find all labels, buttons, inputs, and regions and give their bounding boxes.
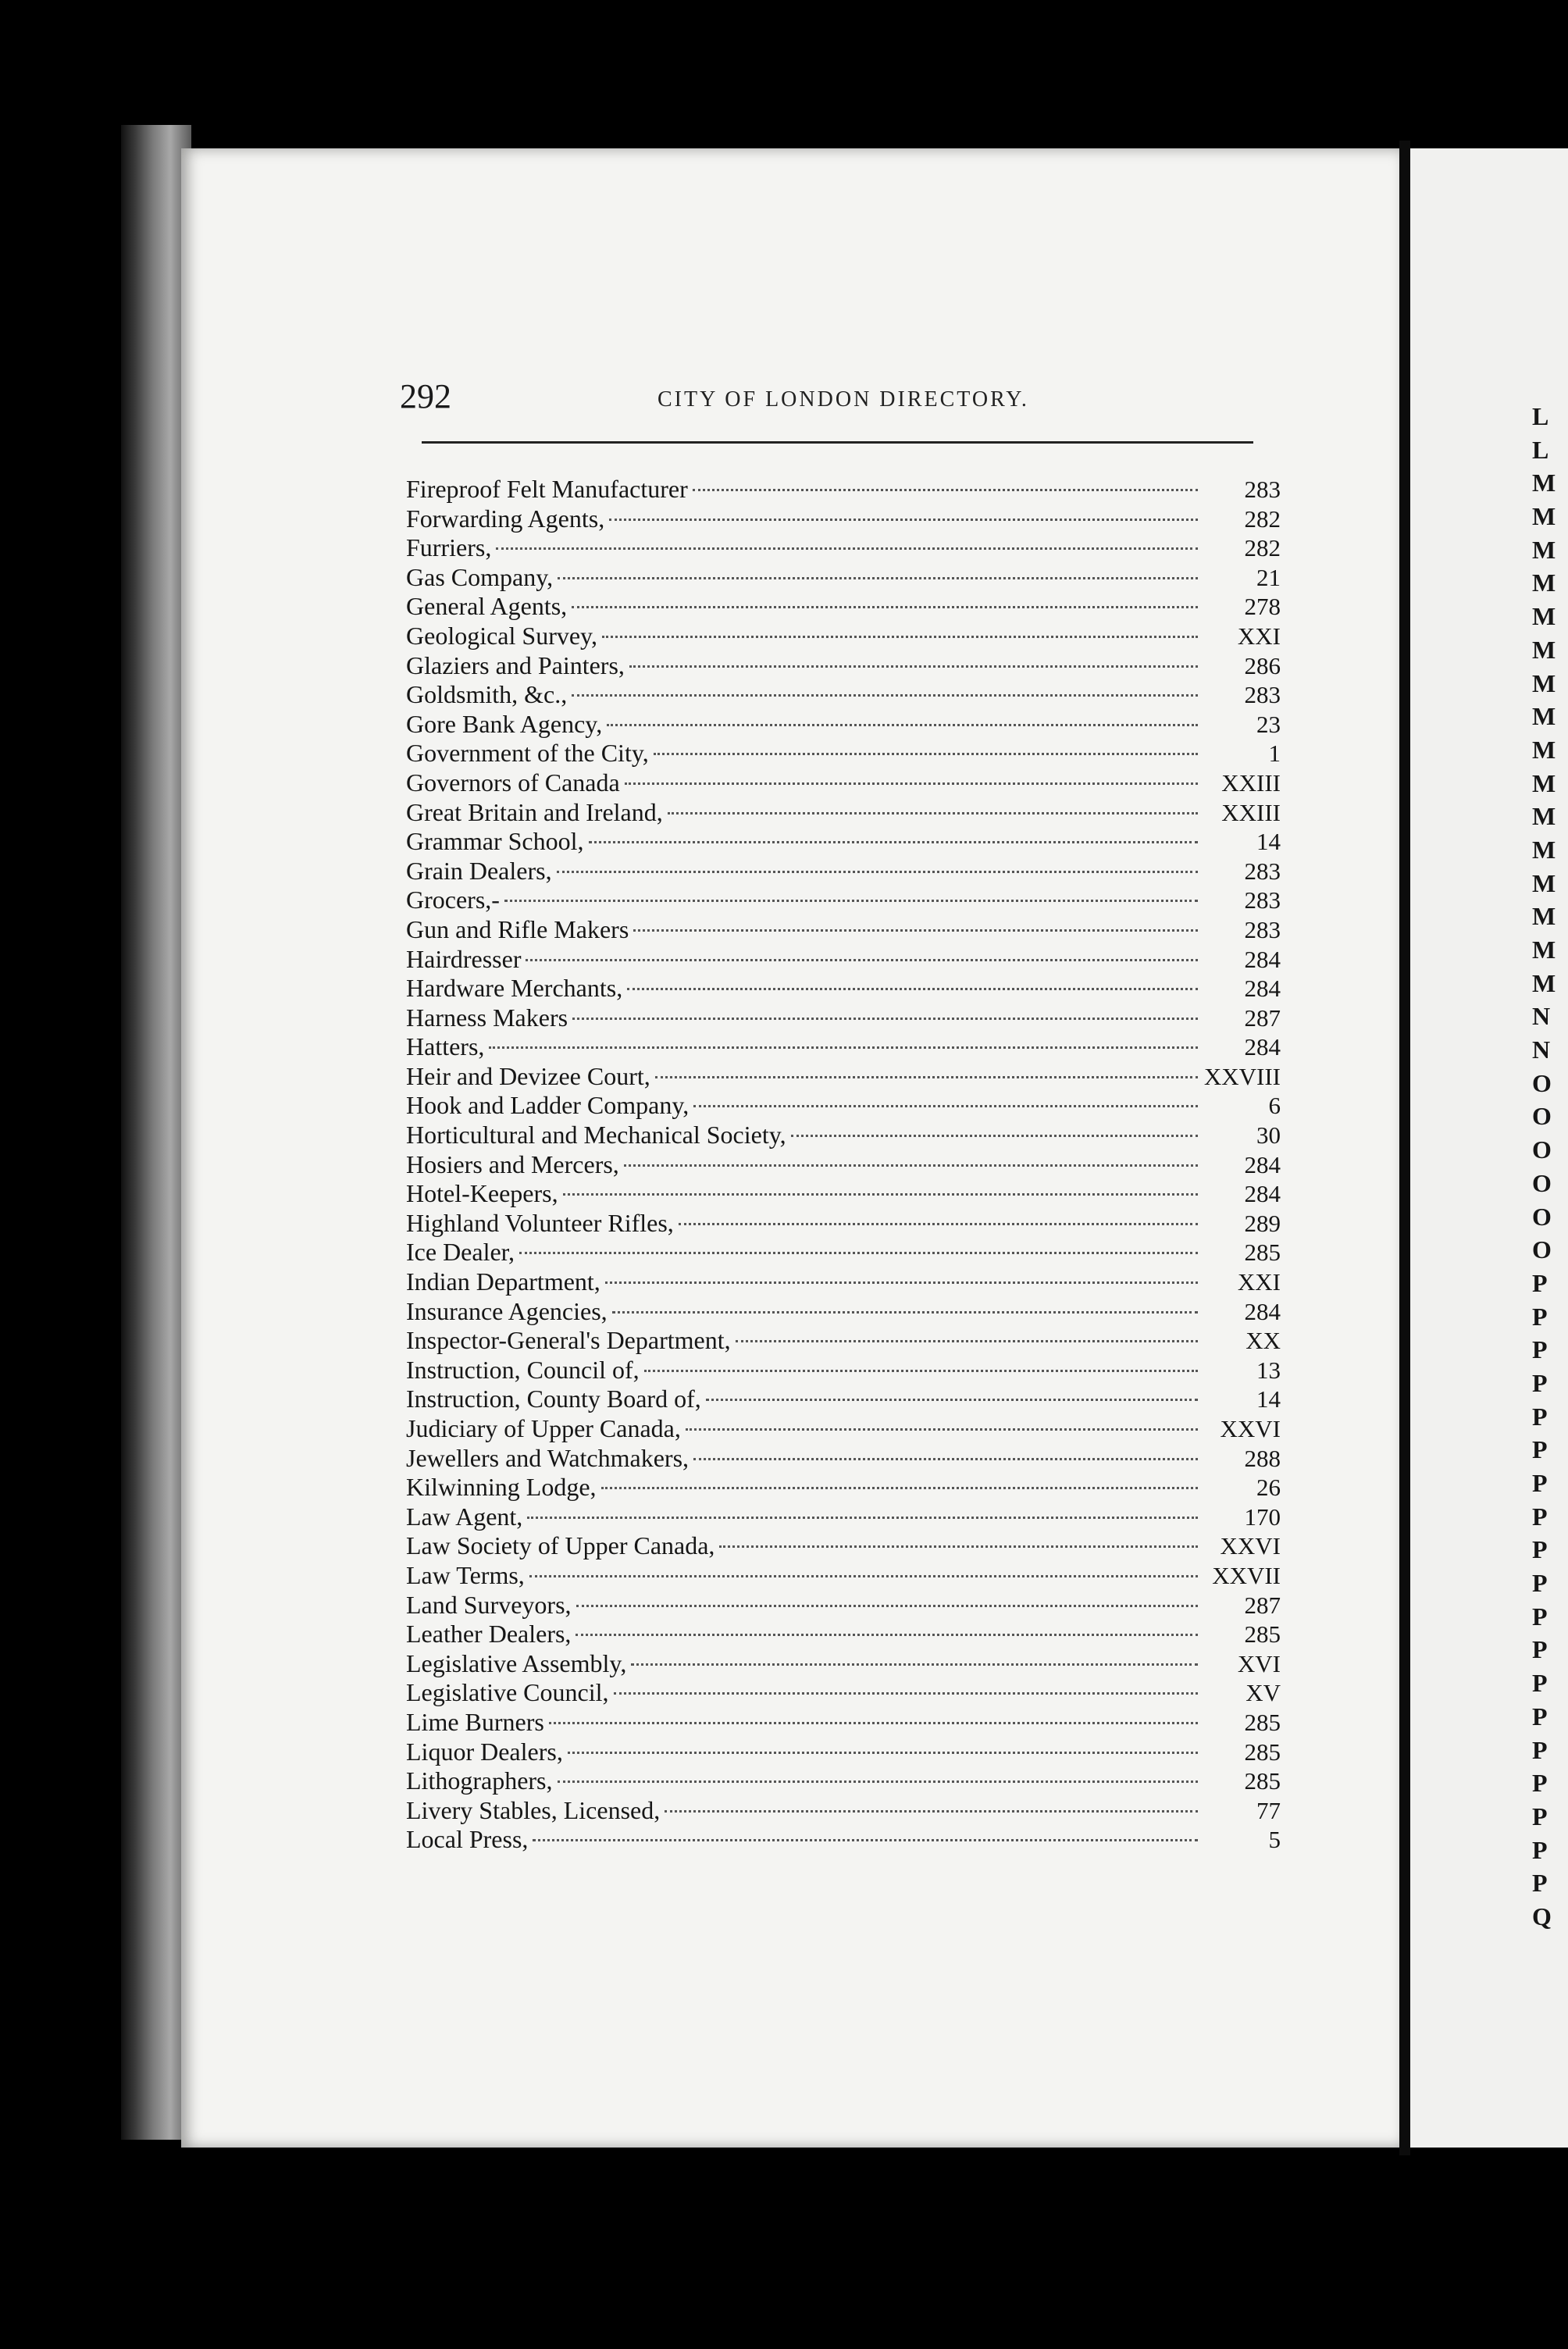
- index-entry: [406, 1267, 1281, 1297]
- entry-label: Local Press,: [406, 1825, 529, 1854]
- dot-leader: [572, 694, 1198, 697]
- facing-page-fragment: M: [1532, 835, 1556, 864]
- index-entry: [406, 1062, 1281, 1092]
- entry-page-number: XXVI: [1220, 1415, 1281, 1442]
- entry-page-number: 287: [1244, 1003, 1281, 1032]
- index-entry: [406, 680, 1281, 710]
- entry-page-number: 5: [1268, 1826, 1281, 1854]
- dot-leader: [607, 724, 1198, 726]
- index-entry: [406, 768, 1281, 798]
- entry-label: Hook and Ladder Company,: [406, 1091, 690, 1120]
- entry-page-number: XXIII: [1221, 798, 1281, 826]
- entry-label: Geological Survey,: [406, 621, 597, 650]
- entry-page-number: XXI: [1237, 622, 1281, 650]
- dot-leader: [526, 959, 1198, 961]
- entry-label: Lithographers,: [406, 1766, 553, 1795]
- facing-page-fragment: P: [1532, 1502, 1548, 1531]
- entry-label: Law Agent,: [406, 1502, 523, 1531]
- entry-label: Legislative Assembly,: [406, 1649, 627, 1677]
- dot-leader: [614, 1692, 1199, 1695]
- entry-page-number: 283: [1244, 476, 1281, 503]
- dot-leader: [602, 636, 1198, 638]
- index-entry: [406, 710, 1281, 740]
- entry-page-number: XVI: [1237, 1649, 1281, 1677]
- entry-label: Hotel-Keepers,: [406, 1179, 558, 1208]
- index-entry: [406, 974, 1281, 1003]
- facing-page-fragment: Q: [1532, 1902, 1552, 1930]
- facing-page-fragment: P: [1532, 1835, 1548, 1864]
- index-entry: [406, 1091, 1281, 1121]
- index-entry: [406, 1796, 1281, 1826]
- dot-leader: [627, 988, 1198, 990]
- dot-leader: [527, 1517, 1198, 1519]
- entry-label: Law Society of Upper Canada,: [406, 1531, 715, 1560]
- facing-page-fragment: O: [1532, 1168, 1552, 1197]
- facing-page-fragment: M: [1532, 968, 1556, 997]
- facing-page-fragment: P: [1532, 1869, 1548, 1898]
- dot-leader: [563, 1193, 1198, 1196]
- entry-label: Forwarding Agents,: [406, 504, 605, 533]
- entry-label: Great Britain and Ireland,: [406, 797, 663, 826]
- dot-leader: [736, 1340, 1198, 1342]
- entry-label: Grammar School,: [406, 827, 584, 856]
- index-entry: [406, 1003, 1281, 1033]
- entry-label: Goldsmith, &c.,: [406, 680, 568, 709]
- entry-label: Gun and Rifle Makers: [406, 914, 629, 943]
- entry-label: Land Surveyors,: [406, 1590, 572, 1619]
- dot-leader: [612, 1311, 1198, 1314]
- index-entry: [406, 563, 1281, 593]
- index-entry: [406, 798, 1281, 828]
- facing-page-fragment: P: [1532, 1268, 1548, 1297]
- dot-leader: [557, 871, 1198, 873]
- entry-label: Jewellers and Watchmakers,: [406, 1443, 690, 1472]
- entry-page-number: 283: [1244, 886, 1281, 914]
- entry-page-number: 285: [1244, 1767, 1281, 1795]
- facing-page-fragment: P: [1532, 1435, 1548, 1464]
- facing-page-fragment: M: [1532, 635, 1556, 664]
- index-entry: [406, 1032, 1281, 1062]
- dot-leader: [519, 1252, 1198, 1254]
- dot-leader: [679, 1223, 1198, 1225]
- dot-leader: [558, 1780, 1199, 1783]
- index-entry: [406, 651, 1281, 681]
- index-entry: [406, 1385, 1281, 1414]
- index-entry: [406, 1738, 1281, 1767]
- index-entry: [406, 1708, 1281, 1738]
- entry-label: Gore Bank Agency,: [406, 709, 603, 738]
- index-entry: [406, 827, 1281, 857]
- facing-page-fragment: P: [1532, 1402, 1548, 1431]
- index-entry: [406, 1179, 1281, 1209]
- dot-leader: [576, 1605, 1198, 1607]
- dot-leader: [633, 929, 1198, 932]
- index-entry: [406, 622, 1281, 651]
- dot-leader: [655, 1076, 1198, 1078]
- dot-leader: [629, 665, 1198, 668]
- entry-label: Glaziers and Painters,: [406, 651, 625, 679]
- entry-label: Horticultural and Mechanical Society,: [406, 1121, 786, 1150]
- facing-page-fragment: P: [1532, 1702, 1548, 1731]
- dot-leader: [625, 782, 1198, 785]
- entry-page-number: 282: [1244, 504, 1281, 533]
- facing-page-fragment: P: [1532, 1769, 1548, 1798]
- entry-label: Governors of Canada: [406, 768, 620, 797]
- index-entry: [406, 1649, 1281, 1679]
- index-entry: [406, 857, 1281, 886]
- header-rule: [422, 441, 1253, 444]
- entry-page-number: 285: [1244, 1620, 1281, 1649]
- index-entry: [406, 915, 1281, 945]
- index-entry: [406, 1620, 1281, 1649]
- entry-page-number: XXVII: [1212, 1561, 1281, 1589]
- entry-label: Lime Burners: [406, 1707, 544, 1736]
- entry-page-number: 26: [1256, 1474, 1281, 1502]
- index-entry: [406, 592, 1281, 622]
- dot-leader: [693, 489, 1198, 491]
- entry-page-number: XV: [1245, 1679, 1281, 1707]
- index-entry: [406, 1326, 1281, 1356]
- index-entry: [406, 475, 1281, 504]
- facing-page-fragment: P: [1532, 1802, 1548, 1830]
- entry-page-number: 284: [1244, 945, 1281, 973]
- entry-page-number: 285: [1244, 1738, 1281, 1766]
- facing-page-fragment: P: [1532, 1735, 1548, 1764]
- entry-label: General Agents,: [406, 592, 568, 621]
- index-entry: [406, 1414, 1281, 1444]
- facing-page-fragment: M: [1532, 902, 1556, 931]
- entry-label: Liquor Dealers,: [406, 1737, 563, 1766]
- facing-page-fragment: P: [1532, 1335, 1548, 1364]
- entry-page-number: 283: [1244, 857, 1281, 885]
- facing-page-fragment: M: [1532, 569, 1556, 597]
- entry-page-number: 284: [1244, 1180, 1281, 1208]
- index-entry: [406, 1297, 1281, 1327]
- facing-page-fragment: P: [1532, 1535, 1548, 1564]
- facing-page-fragment: M: [1532, 535, 1556, 564]
- entry-page-number: 14: [1256, 828, 1281, 856]
- dot-leader: [589, 841, 1199, 843]
- dot-leader: [668, 812, 1198, 814]
- entry-label: Inspector-General's Department,: [406, 1326, 731, 1355]
- facing-page-fragment: M: [1532, 502, 1556, 531]
- entry-label: Judiciary of Upper Canada,: [406, 1414, 681, 1442]
- dot-leader: [504, 900, 1198, 902]
- entry-label: Hardware Merchants,: [406, 974, 623, 1003]
- index-entry: [406, 1591, 1281, 1620]
- index-entry: [406, 739, 1281, 768]
- facing-page-fragment: O: [1532, 1202, 1552, 1231]
- entry-page-number: 284: [1244, 1033, 1281, 1061]
- running-title: CITY OF LONDON DIRECTORY.: [657, 387, 1029, 412]
- facing-page-fragment: M: [1532, 735, 1556, 764]
- dot-leader: [631, 1663, 1198, 1666]
- entry-page-number: 283: [1244, 681, 1281, 709]
- facing-page-fragment: M: [1532, 469, 1556, 497]
- entry-page-number: XXI: [1237, 1268, 1281, 1296]
- dot-leader: [533, 1839, 1198, 1841]
- page-header: [400, 376, 1259, 423]
- dot-leader: [654, 753, 1198, 755]
- index-entry: [406, 1121, 1281, 1150]
- index-entry: [406, 1678, 1281, 1708]
- dot-leader: [686, 1428, 1198, 1431]
- entry-label: Harness Makers: [406, 1003, 568, 1032]
- dot-leader: [601, 1487, 1198, 1489]
- dot-leader: [558, 577, 1198, 579]
- dot-leader: [572, 1018, 1198, 1020]
- entry-page-number: XXVIII: [1203, 1062, 1281, 1090]
- facing-page-entries: [1532, 402, 1568, 1936]
- entry-page-number: 287: [1244, 1591, 1281, 1619]
- facing-page-fragment: M: [1532, 602, 1556, 631]
- index-entry: [406, 1356, 1281, 1385]
- entry-label: Kilwinning Lodge,: [406, 1473, 597, 1502]
- entry-page-number: 285: [1244, 1239, 1281, 1267]
- facing-page-fragment: M: [1532, 702, 1556, 731]
- dot-leader: [644, 1370, 1198, 1372]
- dot-leader: [572, 606, 1198, 608]
- dot-leader: [791, 1135, 1198, 1137]
- entry-page-number: 288: [1244, 1444, 1281, 1472]
- index-entry: [406, 1561, 1281, 1591]
- index-entry: [406, 504, 1281, 534]
- entry-page-number: XX: [1245, 1327, 1281, 1355]
- index-entry: [406, 1766, 1281, 1796]
- index-entry: [406, 533, 1281, 563]
- entry-page-number: 278: [1244, 593, 1281, 621]
- entry-label: Ice Dealer,: [406, 1238, 515, 1267]
- dot-leader: [529, 1575, 1198, 1577]
- index-entry: [406, 1502, 1281, 1532]
- facing-page-fragment: P: [1532, 1602, 1548, 1631]
- facing-page-fragment: L: [1532, 402, 1549, 430]
- facing-page-fragment: O: [1532, 1068, 1552, 1097]
- index-entry: [406, 945, 1281, 975]
- facing-page-fragment: M: [1532, 936, 1556, 964]
- entry-page-number: 1: [1268, 740, 1281, 768]
- dot-leader: [576, 1634, 1198, 1636]
- entry-label: Heir and Devizee Court,: [406, 1061, 650, 1090]
- facing-page-fragment: O: [1532, 1135, 1552, 1164]
- facing-page-fragment: M: [1532, 668, 1556, 697]
- facing-page-fragment: N: [1532, 1002, 1551, 1031]
- entry-label: Hairdresser: [406, 944, 522, 973]
- index-entry: [406, 1444, 1281, 1474]
- index-entry: [406, 886, 1281, 915]
- dot-leader: [665, 1810, 1198, 1813]
- entry-label: Government of the City,: [406, 739, 649, 768]
- entry-label: Grocers,-: [406, 886, 500, 914]
- entry-page-number: 283: [1244, 915, 1281, 943]
- index-list: [406, 475, 1281, 1855]
- facing-page-fragment: M: [1532, 768, 1556, 797]
- dot-leader: [624, 1164, 1198, 1167]
- entry-label: Leather Dealers,: [406, 1620, 572, 1649]
- facing-page-fragment: O: [1532, 1102, 1552, 1131]
- entry-label: Fireproof Felt Manufacturer: [406, 475, 688, 503]
- entry-page-number: 289: [1244, 1209, 1281, 1237]
- page-number: 292: [400, 377, 451, 415]
- entry-label: Furriers,: [406, 533, 492, 562]
- entry-label: Hosiers and Mercers,: [406, 1150, 619, 1178]
- dot-leader: [605, 1281, 1198, 1284]
- entry-page-number: 284: [1244, 1297, 1281, 1325]
- dot-leader: [568, 1752, 1198, 1754]
- index-entry: [406, 1150, 1281, 1180]
- entry-page-number: 284: [1244, 975, 1281, 1003]
- facing-page-fragment: P: [1532, 1669, 1548, 1698]
- dot-leader: [609, 519, 1198, 521]
- page-gutter: [1399, 141, 1410, 2155]
- index-entry: [406, 1238, 1281, 1267]
- entry-label: Grain Dealers,: [406, 856, 552, 885]
- entry-page-number: 282: [1244, 534, 1281, 562]
- facing-page-fragment: P: [1532, 1635, 1548, 1664]
- entry-label: Instruction, Council of,: [406, 1355, 640, 1384]
- facing-page-fragment: L: [1532, 435, 1549, 464]
- index-entry: [406, 1531, 1281, 1561]
- entry-page-number: XXIII: [1221, 768, 1281, 797]
- index-entry: [406, 1825, 1281, 1855]
- entry-page-number: 77: [1256, 1796, 1281, 1824]
- index-entry: [406, 1209, 1281, 1239]
- index-entry: [406, 1473, 1281, 1502]
- dot-leader: [706, 1399, 1198, 1401]
- dot-leader: [693, 1105, 1198, 1107]
- entry-page-number: 6: [1268, 1092, 1281, 1120]
- dot-leader: [489, 1046, 1198, 1049]
- entry-label: Highland Volunteer Rifles,: [406, 1208, 674, 1237]
- entry-label: Livery Stables, Licensed,: [406, 1795, 661, 1824]
- entry-label: Law Terms,: [406, 1560, 525, 1589]
- entry-page-number: 13: [1256, 1356, 1281, 1384]
- entry-page-number: 170: [1244, 1502, 1281, 1531]
- entry-page-number: 30: [1256, 1121, 1281, 1150]
- facing-page-fragment: P: [1532, 1469, 1548, 1497]
- facing-page-fragment: O: [1532, 1235, 1552, 1264]
- entry-label: Gas Company,: [406, 562, 554, 591]
- entry-page-number: 21: [1256, 563, 1281, 591]
- facing-page-fragment: P: [1532, 1368, 1548, 1397]
- dot-leader: [496, 547, 1198, 550]
- entry-page-number: 23: [1256, 710, 1281, 738]
- facing-page-fragment: M: [1532, 868, 1556, 897]
- entry-page-number: 14: [1256, 1385, 1281, 1413]
- facing-page-fragment: M: [1532, 802, 1556, 831]
- dot-leader: [719, 1545, 1198, 1548]
- entry-label: Indian Department,: [406, 1267, 600, 1296]
- entry-page-number: 286: [1244, 651, 1281, 679]
- entry-label: Hatters,: [406, 1032, 485, 1061]
- entry-page-number: XXVI: [1220, 1532, 1281, 1560]
- facing-page-fragment: N: [1532, 1035, 1551, 1064]
- entry-page-number: 285: [1244, 1708, 1281, 1736]
- entry-page-number: 284: [1244, 1150, 1281, 1178]
- entry-label: Instruction, County Board of,: [406, 1385, 701, 1413]
- entry-label: Legislative Council,: [406, 1678, 609, 1707]
- facing-page-fragment: P: [1532, 1569, 1548, 1598]
- facing-page-fragment: P: [1532, 1302, 1548, 1331]
- entry-label: Insurance Agencies,: [406, 1296, 608, 1325]
- dot-leader: [549, 1722, 1198, 1724]
- dot-leader: [693, 1458, 1198, 1460]
